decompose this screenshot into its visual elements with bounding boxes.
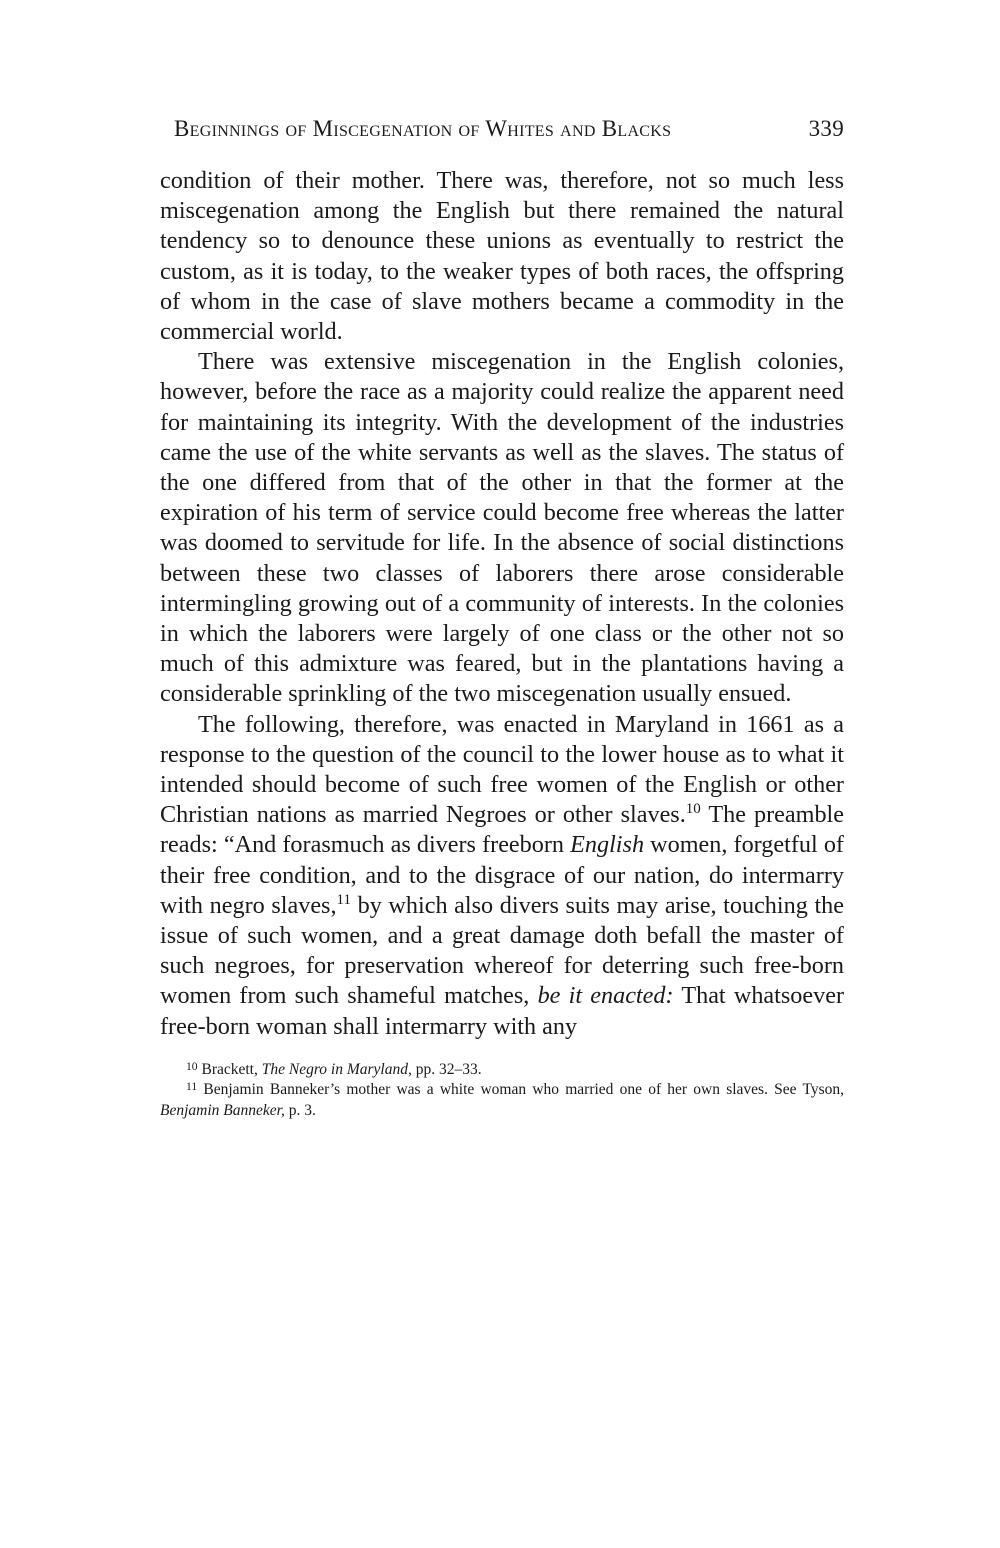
paragraph-text: The preamble reads: “And forasmuch as divers freeborn: [160, 801, 844, 859]
running-head-title: Beginnings of Miscegenation of Whites and Blacks: [174, 116, 672, 141]
emphasis-be-it-enacted: be it enacted:: [537, 982, 674, 1010]
paragraph-text: The following, therefore, was enacted in Maryland in 1661 as a response to the question of the council to the lower house as to what it intended should become of such free women of the English or other Christian nations as married Negroes or other slaves.: [160, 710, 844, 829]
paragraph-text: That whatsoever free-born woman shall intermarry with any: [160, 982, 845, 1040]
footnote-11: [160, 1080, 844, 1121]
footnote-ref-11: 11: [336, 891, 351, 908]
footnote-book-title: Benjamin Banneker,: [160, 1101, 285, 1119]
paragraph-text: women, forgetful of their free condition, and to the disgrace of our nation, do intermarry with negro slaves,: [160, 831, 844, 919]
body-text: [160, 166, 844, 1042]
paragraph-text: by which also divers suits may arise, touching the issue of such women, and a great damage doth befall the master of such negroes, for preservation whereof for deterring such free-born women from such shameful matches,: [160, 891, 844, 1010]
footnote-text: pp. 32–33.: [411, 1060, 482, 1078]
footnote-text: Brackett,: [197, 1060, 262, 1078]
book-page: [160, 110, 844, 1121]
footnote-text: Benjamin Banneker’s mother was a white woman who married one of her own slaves. See Tyson,: [197, 1081, 844, 1099]
paragraph-miscegenation-colonies: There was extensive miscegenation in the English colonies, however, before the race as a majority could realize the apparent need for maintaining its integrity. With the development of the industries came the use of the white servants as well as the slaves. The status of the one differed from that of the other in that the former at the expiration of his term of service could become free whereas the latter was doomed to servitude for life. In the absence of social distinctions between these two classes of laborers there arose considerable intermingling growing out of a community of interests. In the colonies in which the laborers were largely of one class or the other not so much of this admixture was feared, but in the plantations having a considerable sprinkling of the two miscegenation usually ensued.: [160, 348, 844, 708]
footnote-mark: 11: [186, 1080, 198, 1094]
paragraph-maryland-1661: [160, 710, 844, 1042]
footnote-text: p. 3.: [284, 1101, 316, 1119]
footnote-mark: 10: [186, 1059, 198, 1073]
footnote-book-title: The Negro in Maryland,: [261, 1060, 412, 1078]
footnote-ref-10: 10: [685, 801, 701, 818]
paragraph-continued: condition of their mother. There was, therefore, not so much less miscegenation among the English but there remained the natural tendency so to denounce these unions as eventually to restrict the custom, as it is today, to the weaker types of both races, the offspring of whom in the case of slave mothers became a commodity in the commercial world.: [160, 167, 844, 346]
running-head: [160, 110, 844, 150]
footnote-10: [160, 1060, 844, 1081]
page-number: 339: [808, 116, 844, 141]
footnotes: [160, 1060, 844, 1122]
emphasis-english: English: [570, 831, 645, 859]
